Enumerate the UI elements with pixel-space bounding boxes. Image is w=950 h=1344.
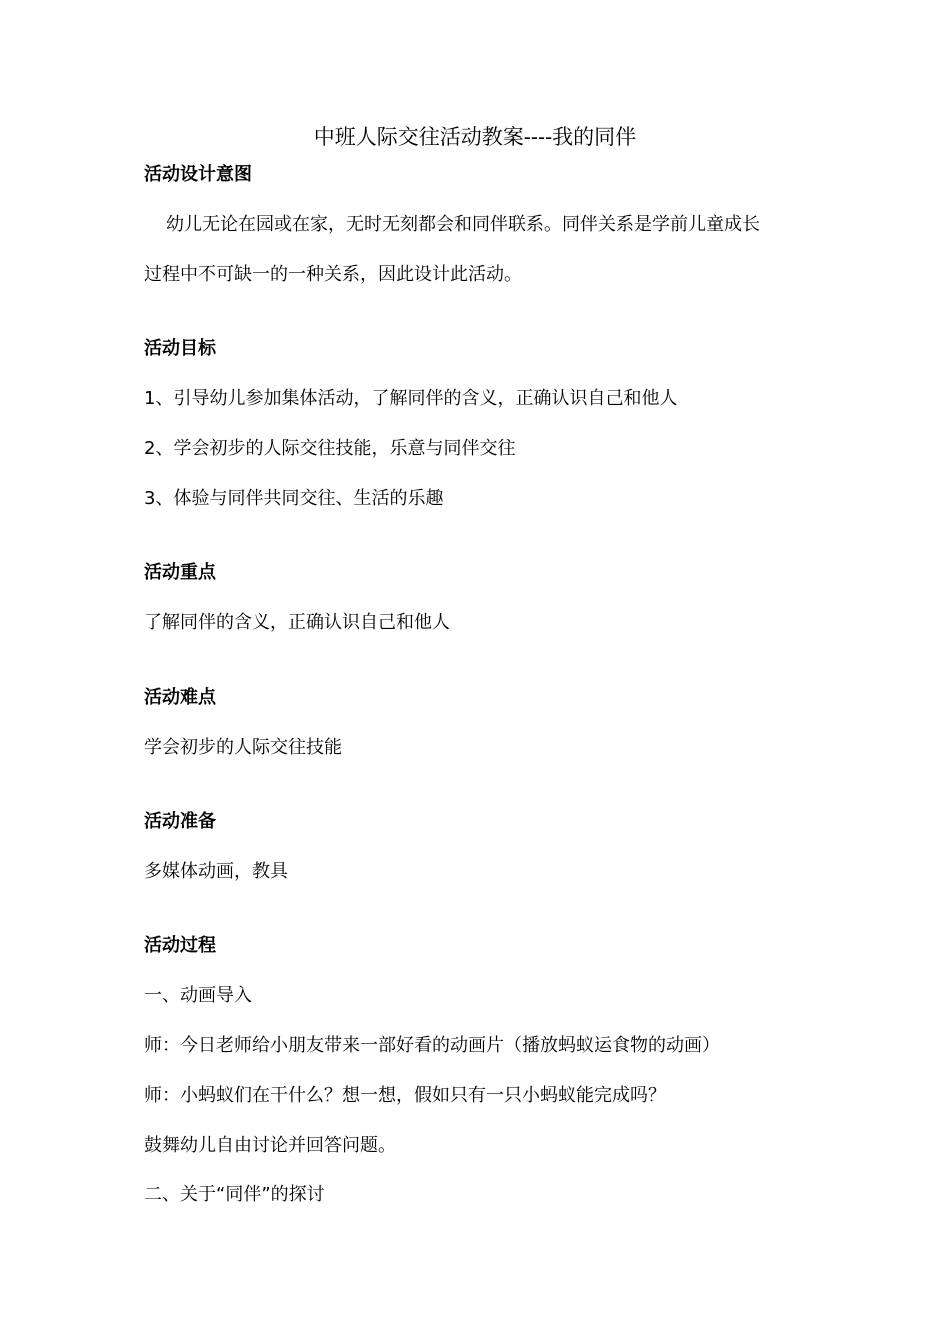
document-title: 中班人际交往活动教案----我的同伴 <box>313 125 637 149</box>
process-line: 鼓舞幼儿自由讨论并回答问题。 <box>144 1135 396 1156</box>
difficulty-text: 学会初步的人际交往技能 <box>144 737 342 758</box>
process-line: 二、关于“同伴”的探讨 <box>144 1184 325 1205</box>
section-heading-process: 活动过程 <box>144 935 216 956</box>
goal-item: 1、引导幼儿参加集体活动，了解同伴的含义，正确认识自己和他人 <box>144 388 678 409</box>
preparation-text: 多媒体动画，教具 <box>144 861 288 882</box>
process-line: 师：小蚂蚁们在干什么？想一想，假如只有一只小蚂蚁能完成吗？ <box>144 1085 666 1106</box>
key-point-text: 了解同伴的含义，正确认识自己和他人 <box>144 612 450 633</box>
paragraph-line: 幼儿无论在园或在家，无时无刻都会和同伴联系。同伴关系是学前儿童成长 <box>166 214 760 235</box>
paragraph-line: 过程中不可缺一的一种关系，因此设计此活动。 <box>144 264 522 285</box>
goal-item: 3、体验与同伴共同交往、生活的乐趣 <box>144 488 444 509</box>
goal-item: 2、学会初步的人际交往技能，乐意与同伴交往 <box>144 438 516 459</box>
process-line: 一、动画导入 <box>144 985 252 1006</box>
process-line: 师：今日老师给小朋友带来一部好看的动画片（播放蚂蚁运食物的动画） <box>144 1035 720 1056</box>
section-heading-difficulty: 活动难点 <box>144 687 216 708</box>
section-heading-intent: 活动设计意图 <box>144 164 252 185</box>
section-heading-goals: 活动目标 <box>144 338 216 359</box>
section-heading-preparation: 活动准备 <box>144 811 216 832</box>
section-heading-key-point: 活动重点 <box>144 562 216 583</box>
